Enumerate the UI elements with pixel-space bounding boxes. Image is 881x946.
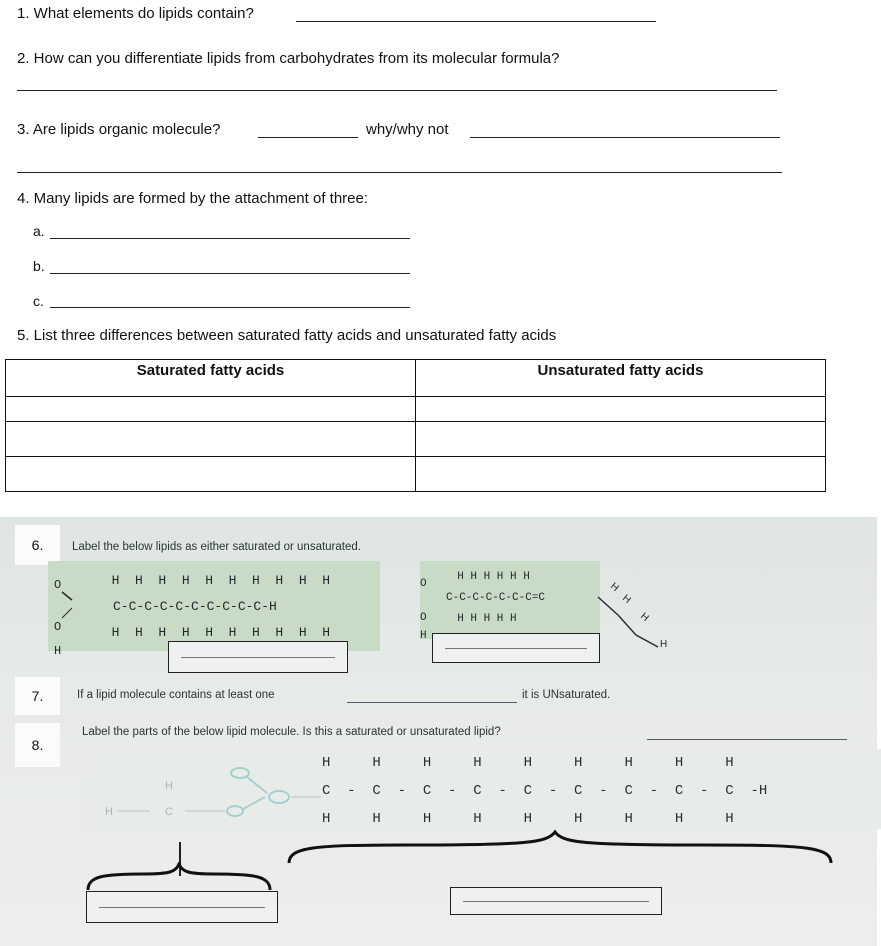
carboxyl-group-1 bbox=[50, 572, 120, 662]
svg-text:H: H bbox=[54, 644, 62, 658]
question-5: 5. List three differences between saturated fatty acids and unsaturated fatty acids bbox=[17, 327, 557, 344]
q7-answer-line[interactable] bbox=[347, 702, 517, 703]
svg-text:H: H bbox=[660, 639, 668, 650]
label-box-molecule-2[interactable] bbox=[432, 633, 600, 663]
svg-text:H: H bbox=[420, 630, 427, 642]
answer-line-3a[interactable] bbox=[258, 137, 358, 138]
q8-number: 8. bbox=[15, 723, 60, 767]
svg-text:H: H bbox=[638, 610, 651, 624]
cell-unsat-3[interactable] bbox=[416, 457, 826, 492]
svg-text:O: O bbox=[54, 578, 62, 592]
svg-text:H: H bbox=[105, 806, 113, 818]
left-brace bbox=[84, 862, 274, 892]
answer-line-3c[interactable] bbox=[17, 172, 782, 173]
item-a-label: a. bbox=[33, 223, 45, 239]
q7-text-b: it is UNsaturated. bbox=[522, 689, 611, 701]
label-box-molecule-1[interactable] bbox=[168, 641, 348, 673]
svg-text:H: H bbox=[165, 780, 173, 792]
answer-line-4b[interactable] bbox=[50, 273, 410, 274]
header-saturated: Saturated fatty acids bbox=[6, 360, 416, 397]
answer-line-4c[interactable] bbox=[50, 307, 410, 308]
cell-sat-2[interactable] bbox=[6, 422, 416, 457]
svg-text:O: O bbox=[420, 578, 427, 590]
q7-text-a: If a lipid molecule contains at least one bbox=[77, 689, 275, 701]
cell-sat-3[interactable] bbox=[6, 457, 416, 492]
answer-line-4a[interactable] bbox=[50, 238, 410, 239]
q6-text: Label the below lipids as either saturated or unsaturated. bbox=[72, 541, 361, 553]
cell-sat-1[interactable] bbox=[6, 397, 416, 422]
comparison-table bbox=[5, 359, 826, 492]
answer-line-1[interactable] bbox=[296, 21, 656, 22]
svg-text:O: O bbox=[420, 612, 427, 624]
question-1: 1. What elements do lipids contain? bbox=[17, 5, 254, 22]
header-unsaturated: Unsaturated fatty acids bbox=[416, 360, 826, 397]
q6-number: 6. bbox=[15, 525, 60, 565]
question-3: 3. Are lipids organic molecule? bbox=[17, 121, 221, 138]
q8-answer-line[interactable] bbox=[647, 739, 847, 740]
right-brace bbox=[285, 829, 835, 865]
cell-unsat-1[interactable] bbox=[416, 397, 826, 422]
svg-text:O: O bbox=[54, 620, 62, 634]
label-box-fatty-acid[interactable] bbox=[450, 887, 662, 915]
cell-unsat-2[interactable] bbox=[416, 422, 826, 457]
question-2: 2. How can you differentiate lipids from carbohydrates from its molecular formula? bbox=[17, 50, 560, 67]
q7-number: 7. bbox=[15, 677, 60, 715]
svg-text:H: H bbox=[608, 580, 621, 594]
question-4: 4. Many lipids are formed by the attachment of three: bbox=[17, 190, 369, 207]
why-label: why/why not bbox=[366, 121, 449, 138]
svg-text:H: H bbox=[620, 592, 633, 606]
worksheet-photo: 6. Label the below lipids as either saturated or unsaturated. H H H H H H H H H H C-C-C-C-C-C-C-C-C-C-H H H H H H H H H H H O O H H H H H H H C-C-C-C-C-C-C=C H H H H H O O H H H H H 7. If a lipid molecule contains at least one it is UNsaturated. 8. Label the parts of the below lipid molecule. Is this a saturated or unsaturated lipid? H H H H H H H H H C - C - C - C - C - C - C - C - C -H H H H H H H H H H H H C bbox=[0, 517, 877, 946]
q8-text: Label the parts of the below lipid molecule. Is this a saturated or unsaturated lipid? bbox=[82, 726, 501, 738]
svg-text:C: C bbox=[165, 806, 173, 818]
bent-chain-tail bbox=[596, 577, 676, 657]
item-b-label: b. bbox=[33, 258, 45, 274]
answer-line-2[interactable] bbox=[17, 90, 777, 91]
item-c-label: c. bbox=[33, 293, 44, 309]
label-box-glycerol[interactable] bbox=[86, 891, 278, 923]
answer-line-3b[interactable] bbox=[470, 137, 780, 138]
